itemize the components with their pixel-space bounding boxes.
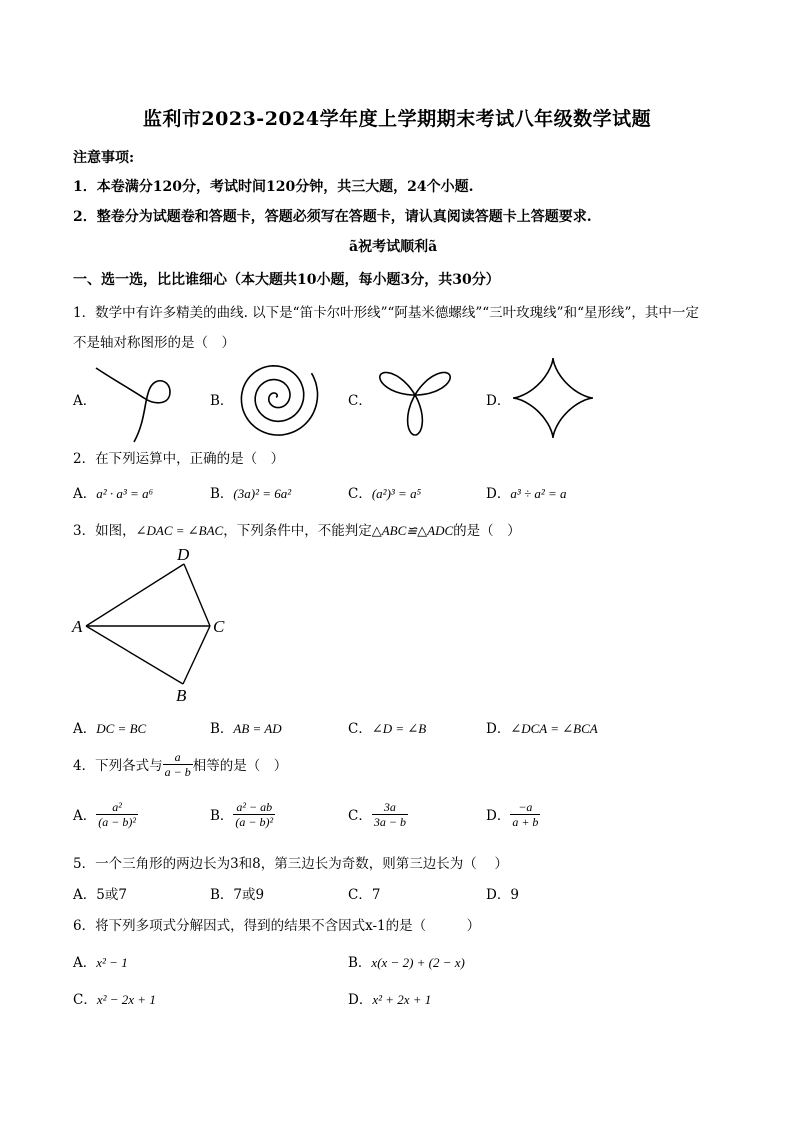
option-label: C． xyxy=(348,486,372,502)
option-fraction xyxy=(96,800,138,829)
fraction-denominator: 3a − b xyxy=(373,814,406,829)
q5-option-a: A．5或7 xyxy=(73,887,127,903)
note-item: 1．本卷满分120分，考试时间120分钟，共三大题，24个小题. xyxy=(73,179,474,195)
q6-option-c xyxy=(73,988,156,1008)
archimedes-spiral-figure xyxy=(230,357,326,441)
q4-option-c xyxy=(348,794,408,834)
q2-option-c xyxy=(348,482,421,502)
q3-stem-part: 的是（ ） xyxy=(453,523,521,539)
triangle-figure xyxy=(70,545,240,705)
page-title: 监利市2023-2024学年度上学期期末考试八年级数学试题 xyxy=(142,108,652,130)
option-expr: x(x − 2) + (2 − x) xyxy=(371,955,465,970)
q4-option-a xyxy=(73,794,138,834)
option-label: B． xyxy=(210,808,234,824)
option-label: A． xyxy=(73,808,97,824)
q1-option-c-label: C． xyxy=(348,393,372,409)
option-fraction xyxy=(372,800,408,829)
option-expr: DC = BC xyxy=(96,721,147,736)
q4-option-b xyxy=(210,794,275,834)
option-expr: AB = AD xyxy=(233,721,282,736)
option-expr: a² · a³ = a⁶ xyxy=(96,486,154,501)
exam-wish: ã祝考试顺利ã xyxy=(349,239,438,255)
vertex-label-b: B xyxy=(176,686,187,705)
q3-stem-math: △ABC≌△ADC xyxy=(371,523,454,538)
q3-option-b xyxy=(210,717,282,737)
option-label: B． xyxy=(210,486,234,502)
q1-stem-line1: 1．数学中有许多精美的曲线. 以下是“笛卡尔叶形线”“阿基米德螺线”“三叶玫瑰线”和“星形线”，其中一定 xyxy=(73,305,699,321)
section-heading: 一、选一选，比比谁细心（本大题共10小题，每小题3分，共30分） xyxy=(73,272,500,288)
fraction-numerator: −a xyxy=(510,800,540,815)
q3-stem-part: ，下列条件中，不能判定 xyxy=(223,523,372,539)
option-expr: x² + 2x + 1 xyxy=(372,992,432,1007)
q6-option-a xyxy=(73,951,128,971)
q2-option-b xyxy=(210,482,291,502)
option-label: B． xyxy=(348,955,372,971)
option-label: C． xyxy=(73,992,97,1008)
three-leaf-rose-figure xyxy=(370,355,460,443)
fraction-numerator: a² − ab xyxy=(233,800,275,815)
q3-stem-math: ∠DAC = ∠BAC xyxy=(135,523,224,538)
notes-heading: 注意事项: xyxy=(73,150,135,166)
option-label: A． xyxy=(73,955,97,971)
q3-option-d xyxy=(486,717,598,737)
q3-option-a xyxy=(73,717,146,737)
fraction-numerator: 3a xyxy=(372,800,408,815)
q3-stem xyxy=(73,519,521,539)
option-label: C． xyxy=(348,721,372,737)
option-expr: (a²)³ = a⁵ xyxy=(371,486,422,501)
vertex-label-a: A xyxy=(72,617,83,636)
q3-stem-part: 3．如图， xyxy=(73,523,136,539)
q4-stem xyxy=(73,747,287,781)
fraction-denominator: a − b xyxy=(164,764,191,779)
option-label: A． xyxy=(73,721,97,737)
q3-option-c xyxy=(348,717,426,737)
q2-option-a xyxy=(73,482,153,502)
q6-option-b xyxy=(348,951,465,971)
q4-option-d xyxy=(486,794,540,834)
fraction-numerator: a² xyxy=(96,800,138,815)
q2-option-d xyxy=(486,482,567,502)
q4-stem-part: 4．下列各式与 xyxy=(73,758,163,774)
q1-option-a-label: A． xyxy=(73,393,97,409)
q5-option-d: D．9 xyxy=(486,887,519,903)
option-expr: ∠D = ∠B xyxy=(371,721,427,736)
option-expr: (3a)² = 6a² xyxy=(233,486,292,501)
fraction-denominator: a + b xyxy=(512,814,539,829)
option-expr: x² − 1 xyxy=(96,955,128,970)
q4-fraction xyxy=(163,750,193,779)
q1-option-d-label: D． xyxy=(486,393,511,409)
option-fraction xyxy=(233,800,275,829)
fraction-denominator: (a − b)² xyxy=(98,814,136,829)
option-fraction xyxy=(510,800,540,829)
note-item: 2．整卷分为试题卷和答题卡，答题必须写在答题卡，请认真阅读答题卡上答题要求. xyxy=(73,209,592,225)
q4-stem-part: 相等的是（ ） xyxy=(192,758,288,774)
option-label: D． xyxy=(486,721,511,737)
q6-option-d xyxy=(348,988,431,1008)
q2-stem: 2．在下列运算中，正确的是（ ） xyxy=(73,451,285,467)
option-label: D． xyxy=(486,808,511,824)
q6-stem: 6．将下列多项式分解因式，得到的结果不含因式x-1的是（ ） xyxy=(73,918,481,934)
vertex-label-d: D xyxy=(177,545,190,564)
folium-curve-figure xyxy=(94,360,184,450)
option-expr: x² − 2x + 1 xyxy=(96,992,156,1007)
q1-option-b-label: B． xyxy=(210,393,234,409)
q5-stem: 5．一个三角形的两边长为3和8，第三边长为奇数，则第三边长为（ ） xyxy=(73,856,509,872)
fraction-numerator: a xyxy=(163,750,193,765)
option-label: D． xyxy=(348,992,373,1008)
option-label: D． xyxy=(486,486,511,502)
option-label: C． xyxy=(348,808,372,824)
option-label: A． xyxy=(73,486,97,502)
fraction-denominator: (a − b)² xyxy=(235,814,274,829)
q5-option-b: B．7或9 xyxy=(210,887,265,903)
q5-option-c: C．7 xyxy=(348,887,381,903)
q1-stem-line2: 不是轴对称图形的是（ ） xyxy=(73,335,235,351)
vertex-label-c: C xyxy=(213,617,225,636)
astroid-figure xyxy=(508,355,598,441)
option-expr: a³ ÷ a² = a xyxy=(510,486,567,501)
option-expr: ∠DCA = ∠BCA xyxy=(510,721,598,736)
option-label: B． xyxy=(210,721,234,737)
